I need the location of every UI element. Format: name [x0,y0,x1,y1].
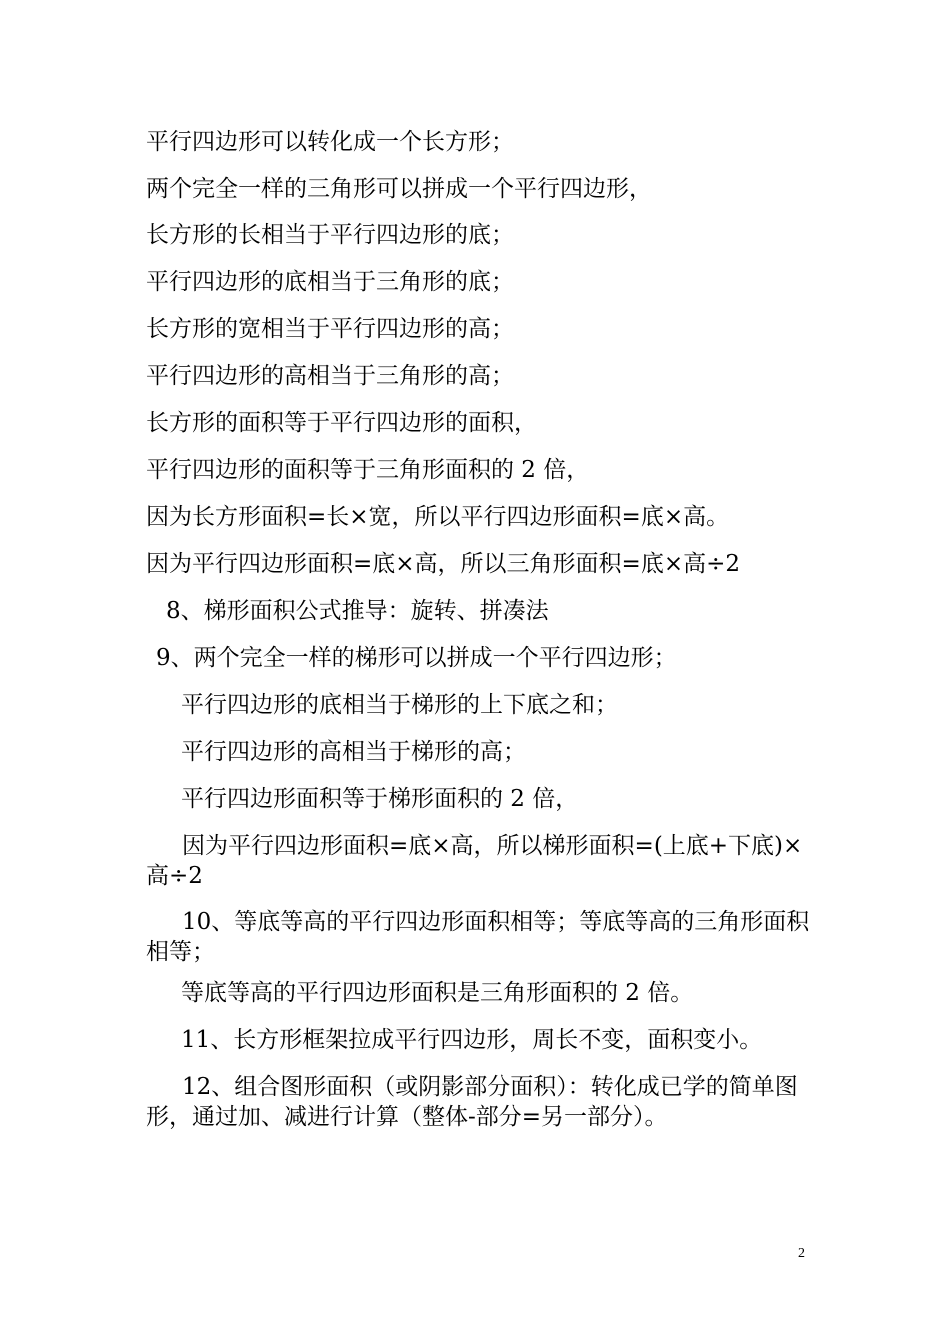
page-number: 2 [798,1246,805,1261]
text-line: 等底等高的平行四边形面积是三角形面积的 2 倍。 [181,980,694,1006]
text-line: 平行四边形的底相当于梯形的上下底之和； [181,692,618,718]
text-line: 平行四边形可以转化成一个长方形； [146,129,514,155]
text-line: 平行四边形面积等于梯形面积的 2 倍， [181,786,579,812]
text-line: 8、梯形面积公式推导：旋转、拼凑法 [166,598,549,624]
text-line: 平行四边形的面积等于三角形面积的 2 倍， [146,457,590,483]
paragraph [146,831,810,891]
text-line: 9、两个完全一样的梯形可以拼成一个平行四边形； [156,645,677,671]
text-line: 平行四边形的底相当于三角形的底； [146,269,514,295]
text-line: 两个完全一样的三角形可以拼成一个平行四边形， [146,176,652,202]
paragraph [146,907,810,967]
text-line: 因为长方形面积=长×宽，所以平行四边形面积=底×高。 [146,504,730,530]
text-line: 因为平行四边形面积=底×高，所以三角形面积=底×高÷2 [146,551,740,577]
text-line: 长方形的长相当于平行四边形的底； [146,222,514,248]
text-line: 长方形的面积等于平行四边形的面积， [146,410,537,436]
paragraph-text: 因为平行四边形面积=底×高，所以梯形面积=(上底+下底)×高÷2 [146,833,803,889]
paragraph [146,1072,810,1132]
text-line: 11、长方形框架拉成平行四边形，周长不变，面积变小。 [181,1027,763,1053]
text-line: 平行四边形的高相当于三角形的高； [146,363,514,389]
paragraph-text: 10、等底等高的平行四边形面积相等；等底等高的三角形面积相等； [146,909,810,965]
paragraph-text: 12、组合图形面积（或阴影部分面积）：转化成已学的简单图形，通过加、减进行计算（整体-部分=另一部分）。 [146,1074,798,1130]
text-line: 平行四边形的高相当于梯形的高； [181,739,526,765]
text-line: 长方形的宽相当于平行四边形的高； [146,316,514,342]
